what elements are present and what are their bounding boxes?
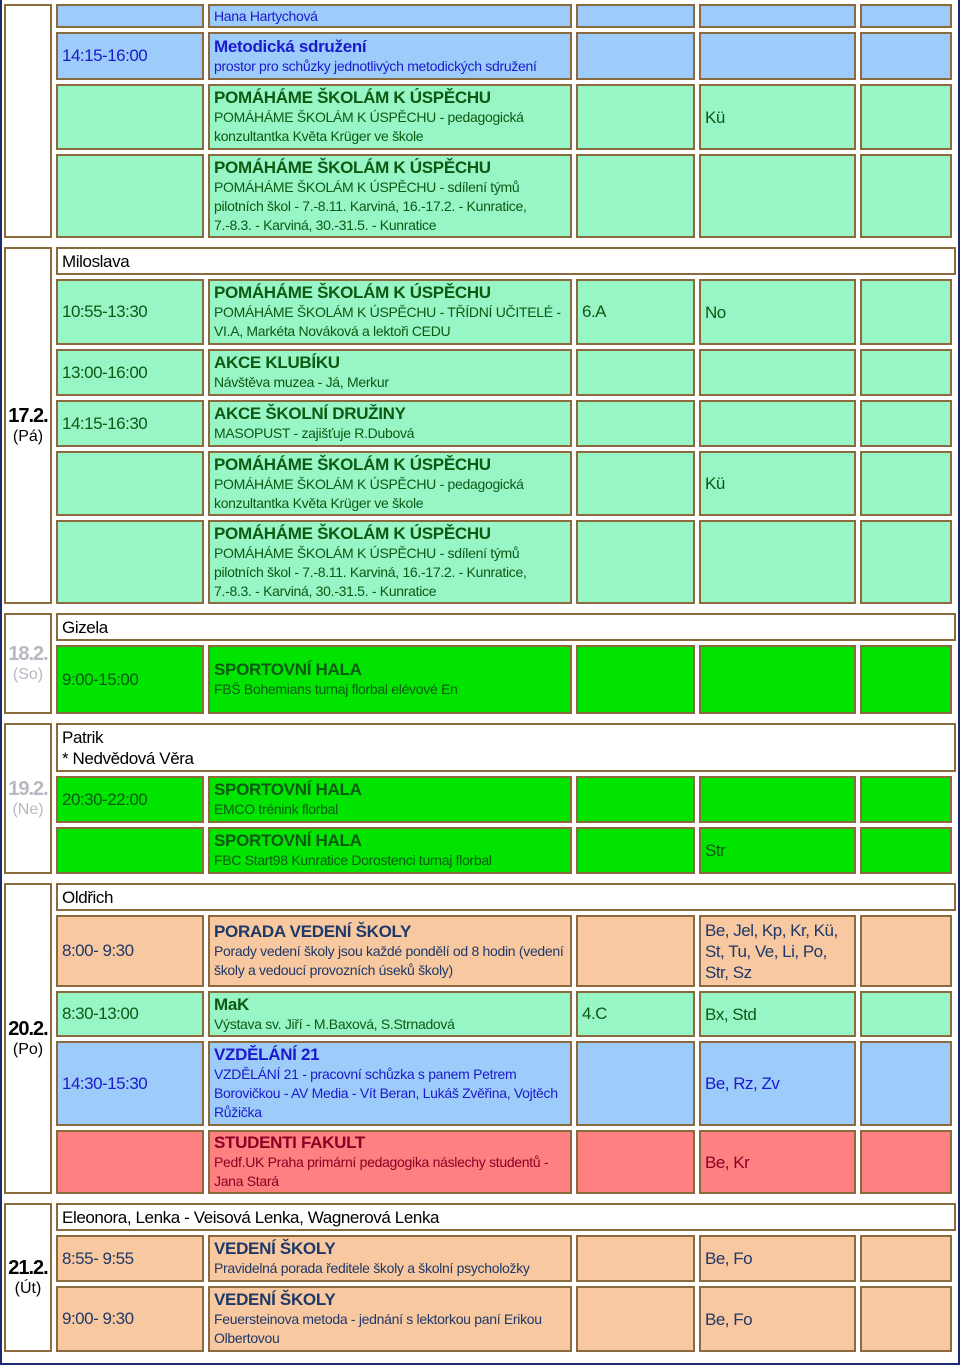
event-description: FBŠ Bohemians turnaj florbal elévové En bbox=[214, 681, 458, 697]
calendar-schedule bbox=[4, 4, 956, 1361]
weekday-label: (Út) bbox=[14, 1280, 42, 1297]
event-detail-cell[interactable] bbox=[208, 451, 572, 516]
event-row[interactable] bbox=[56, 154, 956, 238]
event-row[interactable] bbox=[56, 4, 956, 28]
event-detail-cell[interactable] bbox=[208, 645, 572, 714]
event-detail-cell[interactable] bbox=[208, 1041, 572, 1126]
event-room-cell bbox=[576, 1041, 695, 1126]
event-time: 20:30-22:00 bbox=[62, 789, 148, 809]
event-people-cell bbox=[699, 4, 856, 28]
event-time-cell bbox=[56, 1235, 204, 1282]
day-rows bbox=[56, 4, 956, 238]
name-day-row bbox=[56, 723, 956, 772]
event-title: POMÁHÁME ŠKOLÁM K ÚSPĚCHU bbox=[214, 157, 491, 177]
event-description: POMÁHÁME ŠKOLÁM K ÚSPĚCHU - TŘÍDNÍ UČITELÉ - VI.A, Markéta Nováková a lektoři CEDU bbox=[214, 304, 561, 339]
event-time: 14:15-16:30 bbox=[62, 413, 148, 433]
day-rows bbox=[56, 247, 956, 604]
event-row[interactable] bbox=[56, 32, 956, 80]
date-cell bbox=[4, 1203, 52, 1352]
event-row[interactable] bbox=[56, 827, 956, 874]
day-rows bbox=[56, 723, 956, 874]
day-rows bbox=[56, 1203, 956, 1352]
event-extra-cell bbox=[860, 154, 952, 238]
event-room-cell bbox=[576, 400, 695, 447]
event-detail-cell[interactable] bbox=[208, 84, 572, 150]
event-room-cell bbox=[576, 1235, 695, 1282]
event-people-cell bbox=[699, 776, 856, 823]
day-rows bbox=[56, 883, 956, 1194]
event-extra-cell bbox=[860, 520, 952, 604]
event-title: STUDENTI FAKULT bbox=[214, 1133, 366, 1152]
event-extra-cell bbox=[860, 991, 952, 1037]
event-time-cell bbox=[56, 520, 204, 604]
event-people-cell bbox=[699, 154, 856, 238]
name-day-row bbox=[56, 1203, 956, 1231]
event-people-cell bbox=[699, 349, 856, 396]
name-day-label: * Nedvědová Věra bbox=[62, 748, 194, 768]
event-time-cell bbox=[56, 1130, 204, 1194]
date-label: 19.2. bbox=[8, 778, 48, 800]
event-room-cell bbox=[576, 154, 695, 238]
event-title: PORADA VEDENÍ ŠKOLY bbox=[214, 922, 412, 941]
event-people: Kü bbox=[705, 474, 725, 493]
event-time: 14:15-16:00 bbox=[62, 46, 148, 65]
name-day-label: Oldřich bbox=[62, 887, 114, 907]
name-day-row bbox=[56, 613, 956, 641]
event-row[interactable] bbox=[56, 1130, 956, 1194]
event-detail-cell[interactable] bbox=[208, 776, 572, 823]
event-time-cell bbox=[56, 827, 204, 874]
event-row[interactable] bbox=[56, 991, 956, 1037]
date-cell bbox=[4, 723, 52, 874]
event-people-cell bbox=[699, 400, 856, 447]
event-row[interactable] bbox=[56, 645, 956, 714]
event-time: 8:55- 9:55 bbox=[62, 1248, 134, 1268]
event-time: 8:30-13:00 bbox=[62, 1004, 139, 1023]
event-title: SPORTOVNÍ HALA bbox=[214, 660, 362, 679]
event-extra-cell bbox=[860, 645, 952, 714]
event-title: AKCE ŠKOLNÍ DRUŽINY bbox=[214, 404, 406, 423]
event-time-cell bbox=[56, 84, 204, 150]
event-row[interactable] bbox=[56, 451, 956, 516]
event-people: Be, Rz, Zv bbox=[705, 1074, 780, 1093]
event-description: Pravidelná porada ředitele školy a školní psycholožky bbox=[214, 1260, 530, 1276]
event-time-cell bbox=[56, 645, 204, 714]
day-block bbox=[4, 4, 956, 238]
event-extra-cell bbox=[860, 1130, 952, 1194]
date-cell bbox=[4, 883, 52, 1194]
event-room-cell bbox=[576, 520, 695, 604]
event-extra-cell bbox=[860, 451, 952, 516]
day-block bbox=[4, 613, 956, 714]
date-cell bbox=[4, 247, 52, 604]
event-extra-cell bbox=[860, 84, 952, 150]
event-time-cell bbox=[56, 776, 204, 823]
event-description: Porady vedení školy jsou každé pondělí od 8 hodin (vedení školy a vedoucí provozních úseků školy) bbox=[214, 943, 564, 978]
event-room-cell bbox=[576, 1130, 695, 1194]
weekday-label: (Pá) bbox=[12, 428, 44, 445]
event-people: Be, Fo bbox=[705, 1309, 753, 1329]
event-people: Be, Kr bbox=[705, 1152, 750, 1172]
event-time-cell bbox=[56, 349, 204, 396]
event-extra-cell bbox=[860, 4, 952, 28]
event-row[interactable] bbox=[56, 84, 956, 150]
event-title: MaK bbox=[214, 994, 249, 1014]
event-title: AKCE KLUBÍKU bbox=[214, 353, 340, 372]
event-extra-cell bbox=[860, 400, 952, 447]
event-description: POMÁHÁME ŠKOLÁM K ÚSPĚCHU - sdílení týmů pilotních škol - 7.-8.11. Karviná, 16.-17.2. - Kunratice, 7.-8.3. - Karviná, 30.-31.5. - Kunratice bbox=[214, 178, 527, 233]
event-description: MASOPUST - zajišťuje R.Dubová bbox=[214, 425, 415, 441]
event-title: POMÁHÁME ŠKOLÁM K ÚSPĚCHU bbox=[214, 523, 491, 543]
event-people-cell bbox=[699, 84, 856, 150]
event-room-cell bbox=[576, 827, 695, 874]
event-time-cell bbox=[56, 451, 204, 516]
event-row[interactable] bbox=[56, 1041, 956, 1126]
event-extra-cell bbox=[860, 1286, 952, 1352]
event-room-cell bbox=[576, 4, 695, 28]
date-label: 17.2. bbox=[8, 405, 48, 427]
event-time-cell bbox=[56, 400, 204, 447]
event-detail-cell[interactable] bbox=[208, 991, 572, 1037]
event-row[interactable] bbox=[56, 1286, 956, 1352]
event-people-cell bbox=[699, 991, 856, 1037]
event-row[interactable] bbox=[56, 520, 956, 604]
event-extra-cell bbox=[860, 32, 952, 80]
event-row[interactable] bbox=[56, 400, 956, 447]
event-room-cell bbox=[576, 279, 695, 345]
event-detail-cell[interactable] bbox=[208, 1130, 572, 1194]
event-title: Metodická sdružení bbox=[214, 36, 367, 56]
event-people-cell bbox=[699, 915, 856, 987]
event-description: prostor pro schůzky jednotlivých metodických sdružení bbox=[214, 57, 537, 74]
event-time-cell bbox=[56, 4, 204, 28]
event-extra-cell bbox=[860, 279, 952, 345]
name-day-label: Patrik bbox=[62, 727, 104, 747]
event-room-cell bbox=[576, 915, 695, 987]
weekday-label: (So) bbox=[12, 666, 44, 683]
event-detail-cell[interactable] bbox=[208, 154, 572, 238]
day-rows bbox=[56, 613, 956, 714]
event-room: 6.A bbox=[582, 302, 607, 321]
event-detail-cell[interactable] bbox=[208, 827, 572, 874]
event-description: Pedf.UK Praha primární pedagogika náslechy studentů - Jana Stará bbox=[214, 1154, 549, 1189]
event-row[interactable] bbox=[56, 279, 956, 345]
event-people-cell bbox=[699, 279, 856, 345]
event-time-cell bbox=[56, 32, 204, 80]
event-room-cell bbox=[576, 645, 695, 714]
event-room-cell bbox=[576, 451, 695, 516]
event-room-cell bbox=[576, 349, 695, 396]
day-block bbox=[4, 723, 956, 874]
event-row[interactable] bbox=[56, 1235, 956, 1282]
name-day-row bbox=[56, 883, 956, 911]
event-title: SPORTOVNÍ HALA bbox=[214, 831, 362, 850]
event-people-cell bbox=[699, 1235, 856, 1282]
day-block bbox=[4, 883, 956, 1194]
event-room-cell bbox=[576, 1286, 695, 1352]
event-title: VEDENÍ ŠKOLY bbox=[214, 1239, 336, 1258]
event-people: Be, Fo bbox=[705, 1249, 753, 1268]
event-description: FBC Start98 Kunratice Dorostenci turnaj florbal bbox=[214, 852, 492, 868]
day-block bbox=[4, 247, 956, 604]
event-description: Feuersteinova metoda - jednání s lektorkou paní Erikou Olbertovou bbox=[214, 1311, 542, 1346]
event-detail-cell[interactable] bbox=[208, 915, 572, 987]
event-detail-cell[interactable] bbox=[208, 279, 572, 345]
event-description: POMÁHÁME ŠKOLÁM K ÚSPĚCHU - pedagogická konzultantka Květa Krüger ve škole bbox=[214, 475, 524, 511]
event-detail-cell[interactable] bbox=[208, 349, 572, 396]
event-time-cell bbox=[56, 1041, 204, 1126]
event-time-cell bbox=[56, 1286, 204, 1352]
event-detail-cell[interactable] bbox=[208, 1235, 572, 1282]
event-people: Bx, Std bbox=[705, 1004, 757, 1024]
name-day-label: Gizela bbox=[62, 617, 108, 637]
event-title: POMÁHÁME ŠKOLÁM K ÚSPĚCHU bbox=[214, 88, 491, 107]
event-people-cell bbox=[699, 520, 856, 604]
event-room-cell bbox=[576, 84, 695, 150]
event-detail-cell[interactable] bbox=[208, 400, 572, 447]
event-time-cell bbox=[56, 279, 204, 345]
event-time: 9:00- 9:30 bbox=[62, 1309, 134, 1328]
event-time-cell bbox=[56, 991, 204, 1037]
event-people: Kü bbox=[705, 107, 725, 127]
event-room-cell bbox=[576, 776, 695, 823]
event-people-cell bbox=[699, 451, 856, 516]
name-day-label: Miloslava bbox=[62, 251, 130, 271]
event-extra-cell bbox=[860, 1235, 952, 1282]
event-row[interactable] bbox=[56, 349, 956, 396]
event-row[interactable] bbox=[56, 915, 956, 987]
event-room-cell bbox=[576, 32, 695, 80]
event-people-cell bbox=[699, 827, 856, 874]
date-cell bbox=[4, 613, 52, 714]
name-day-row bbox=[56, 247, 956, 275]
weekday-label: (Ne) bbox=[12, 801, 44, 818]
event-description: Návštěva muzea - Já, Merkur bbox=[214, 374, 389, 390]
event-detail-cell[interactable] bbox=[208, 1286, 572, 1352]
event-time: 9:00-15:00 bbox=[62, 669, 139, 689]
event-description: POMÁHÁME ŠKOLÁM K ÚSPĚCHU - pedagogická konzultantka Květa Krüger ve škole bbox=[214, 109, 524, 144]
event-time: 14:30-15:30 bbox=[62, 1073, 148, 1093]
event-time: 8:00- 9:30 bbox=[62, 941, 134, 960]
event-people-cell bbox=[699, 645, 856, 714]
event-people-cell bbox=[699, 1130, 856, 1194]
name-day-label: Eleonora, Lenka - Veisová Lenka, Wagnerová Lenka bbox=[62, 1207, 440, 1227]
event-people: Be, Jel, Kp, Kr, Kü, St, Tu, Ve, Li, Po, Str, Sz bbox=[705, 920, 838, 982]
event-title: POMÁHÁME ŠKOLÁM K ÚSPĚCHU bbox=[214, 283, 491, 302]
event-people-cell bbox=[699, 1041, 856, 1126]
event-description: Hana Hartychová bbox=[214, 7, 318, 24]
event-title: SPORTOVNÍ HALA bbox=[214, 780, 362, 799]
event-people: Str bbox=[705, 841, 726, 860]
event-detail-cell[interactable] bbox=[208, 520, 572, 604]
date-label: 18.2. bbox=[8, 643, 48, 665]
event-extra-cell bbox=[860, 349, 952, 396]
date-cell bbox=[4, 4, 52, 238]
event-time: 13:00-16:00 bbox=[62, 362, 148, 382]
event-extra-cell bbox=[860, 1041, 952, 1126]
event-time-cell bbox=[56, 915, 204, 987]
date-label: 21.2. bbox=[8, 1257, 48, 1279]
event-people-cell bbox=[699, 1286, 856, 1352]
event-row[interactable] bbox=[56, 776, 956, 823]
event-time: 10:55-13:30 bbox=[62, 302, 148, 321]
event-detail-cell[interactable] bbox=[208, 4, 572, 28]
event-description: POMÁHÁME ŠKOLÁM K ÚSPĚCHU - sdílení týmů pilotních škol - 7.-8.11. Karviná, 16.-17.2. - Kunratice, 7.-8.3. - Karviná, 30.-31.5. - Kunratice bbox=[214, 544, 527, 599]
event-title: POMÁHÁME ŠKOLÁM K ÚSPĚCHU bbox=[214, 454, 491, 474]
event-room: 4.C bbox=[582, 1004, 607, 1023]
event-room-cell bbox=[576, 991, 695, 1037]
event-people: No bbox=[705, 302, 726, 322]
event-description: Výstava sv. Jiří - M.Baxová, S.Strnadová bbox=[214, 1015, 455, 1032]
date-label: 20.2. bbox=[8, 1018, 48, 1040]
event-detail-cell[interactable] bbox=[208, 32, 572, 80]
day-block bbox=[4, 1203, 956, 1352]
event-title: VZDĚLÁNÍ 21 bbox=[214, 1045, 320, 1064]
event-extra-cell bbox=[860, 827, 952, 874]
event-extra-cell bbox=[860, 776, 952, 823]
event-people-cell bbox=[699, 32, 856, 80]
event-title: VEDENÍ ŠKOLY bbox=[214, 1290, 336, 1309]
event-extra-cell bbox=[860, 915, 952, 987]
weekday-label: (Po) bbox=[12, 1041, 44, 1058]
event-time-cell bbox=[56, 154, 204, 238]
event-description: EMCO trénink florbal bbox=[214, 801, 338, 817]
event-description: VZDĚLÁNÍ 21 - pracovní schůzka s panem Petrem Borovičkou - AV Media - Vít Beran, Lukáš Zvěřina, Vojtěch Růžička bbox=[214, 1066, 558, 1120]
